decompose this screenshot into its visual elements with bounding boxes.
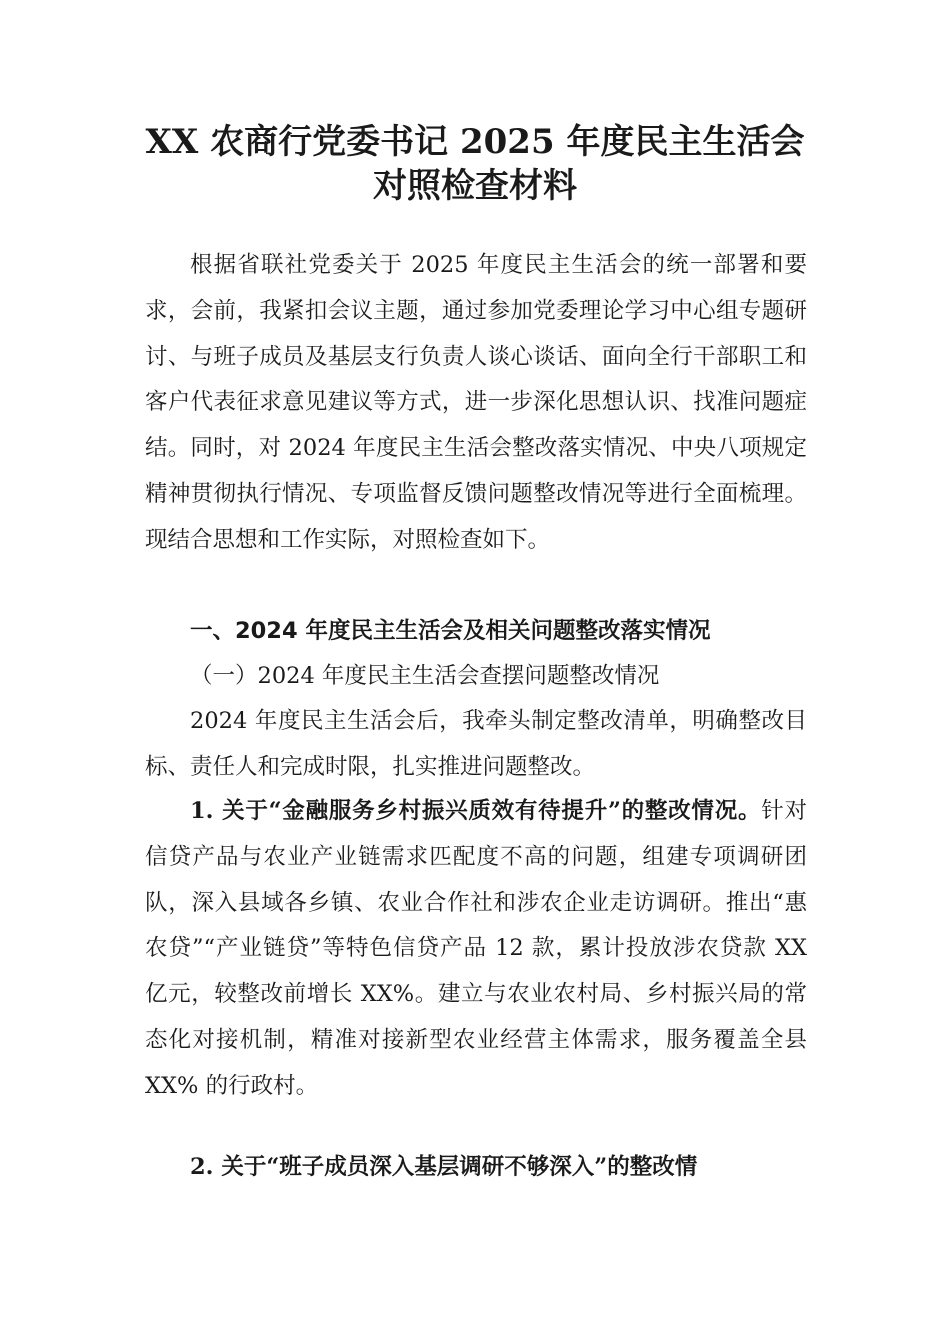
subsection1-intro: 2024 年度民主生活会后，我牵头制定整改清单，明确整改目标、责任人和完成时限，扎实推进问题整改。 bbox=[145, 708, 807, 780]
item1-heading: 1. 关于“金融服务乡村振兴质效有待提升”的整改情况。 bbox=[190, 798, 762, 824]
document-title-line2: 对照检查材料 bbox=[373, 166, 577, 206]
section1-heading: 一、2024 年度民主生活会及相关问题整改落实情况 bbox=[190, 618, 711, 644]
item1-paragraph bbox=[145, 789, 807, 1110]
document-title-line1: XX 农商行党委书记 2025 年度民主生活会 bbox=[145, 122, 805, 162]
subsection1-heading: （一）2024 年度民主生活会查摆问题整改情况 bbox=[190, 663, 660, 689]
item2-heading: 2. 关于“班子成员深入基层调研不够深入”的整改情 bbox=[190, 1154, 698, 1180]
item1-body: 针对信贷产品与农业产业链需求匹配度不高的问题，组建专项调研团队，深入县域各乡镇、农业合作社和涉农企业走访调研。推出“惠农贷”“产业链贷”等特色信贷产品 12 款，累计投放涉农贷款 XX 亿元，较整改前增长 XX%。建立与农业农村局、乡村振兴局的常态化对接机制，精准对接新型农业经营主体需求，服务覆盖全县 XX% 的行政村。 bbox=[145, 798, 807, 1099]
intro-paragraph: 根据省联社党委关于 2025 年度民主生活会的统一部署和要求，会前，我紧扣会议主题，通过参加党委理论学习中心组专题研讨、与班子成员及基层支行负责人谈心谈话、面向全行干部职工和客户代表征求意见建议等方式，进一步深化思想认识、找准问题症结。同时，对 2024 年度民主生活会整改落实情况、中央八项规定精神贯彻执行情况、专项监督反馈问题整改情况等进行全面梳理。现结合思想和工作实际，对照检查如下。 bbox=[145, 252, 807, 553]
